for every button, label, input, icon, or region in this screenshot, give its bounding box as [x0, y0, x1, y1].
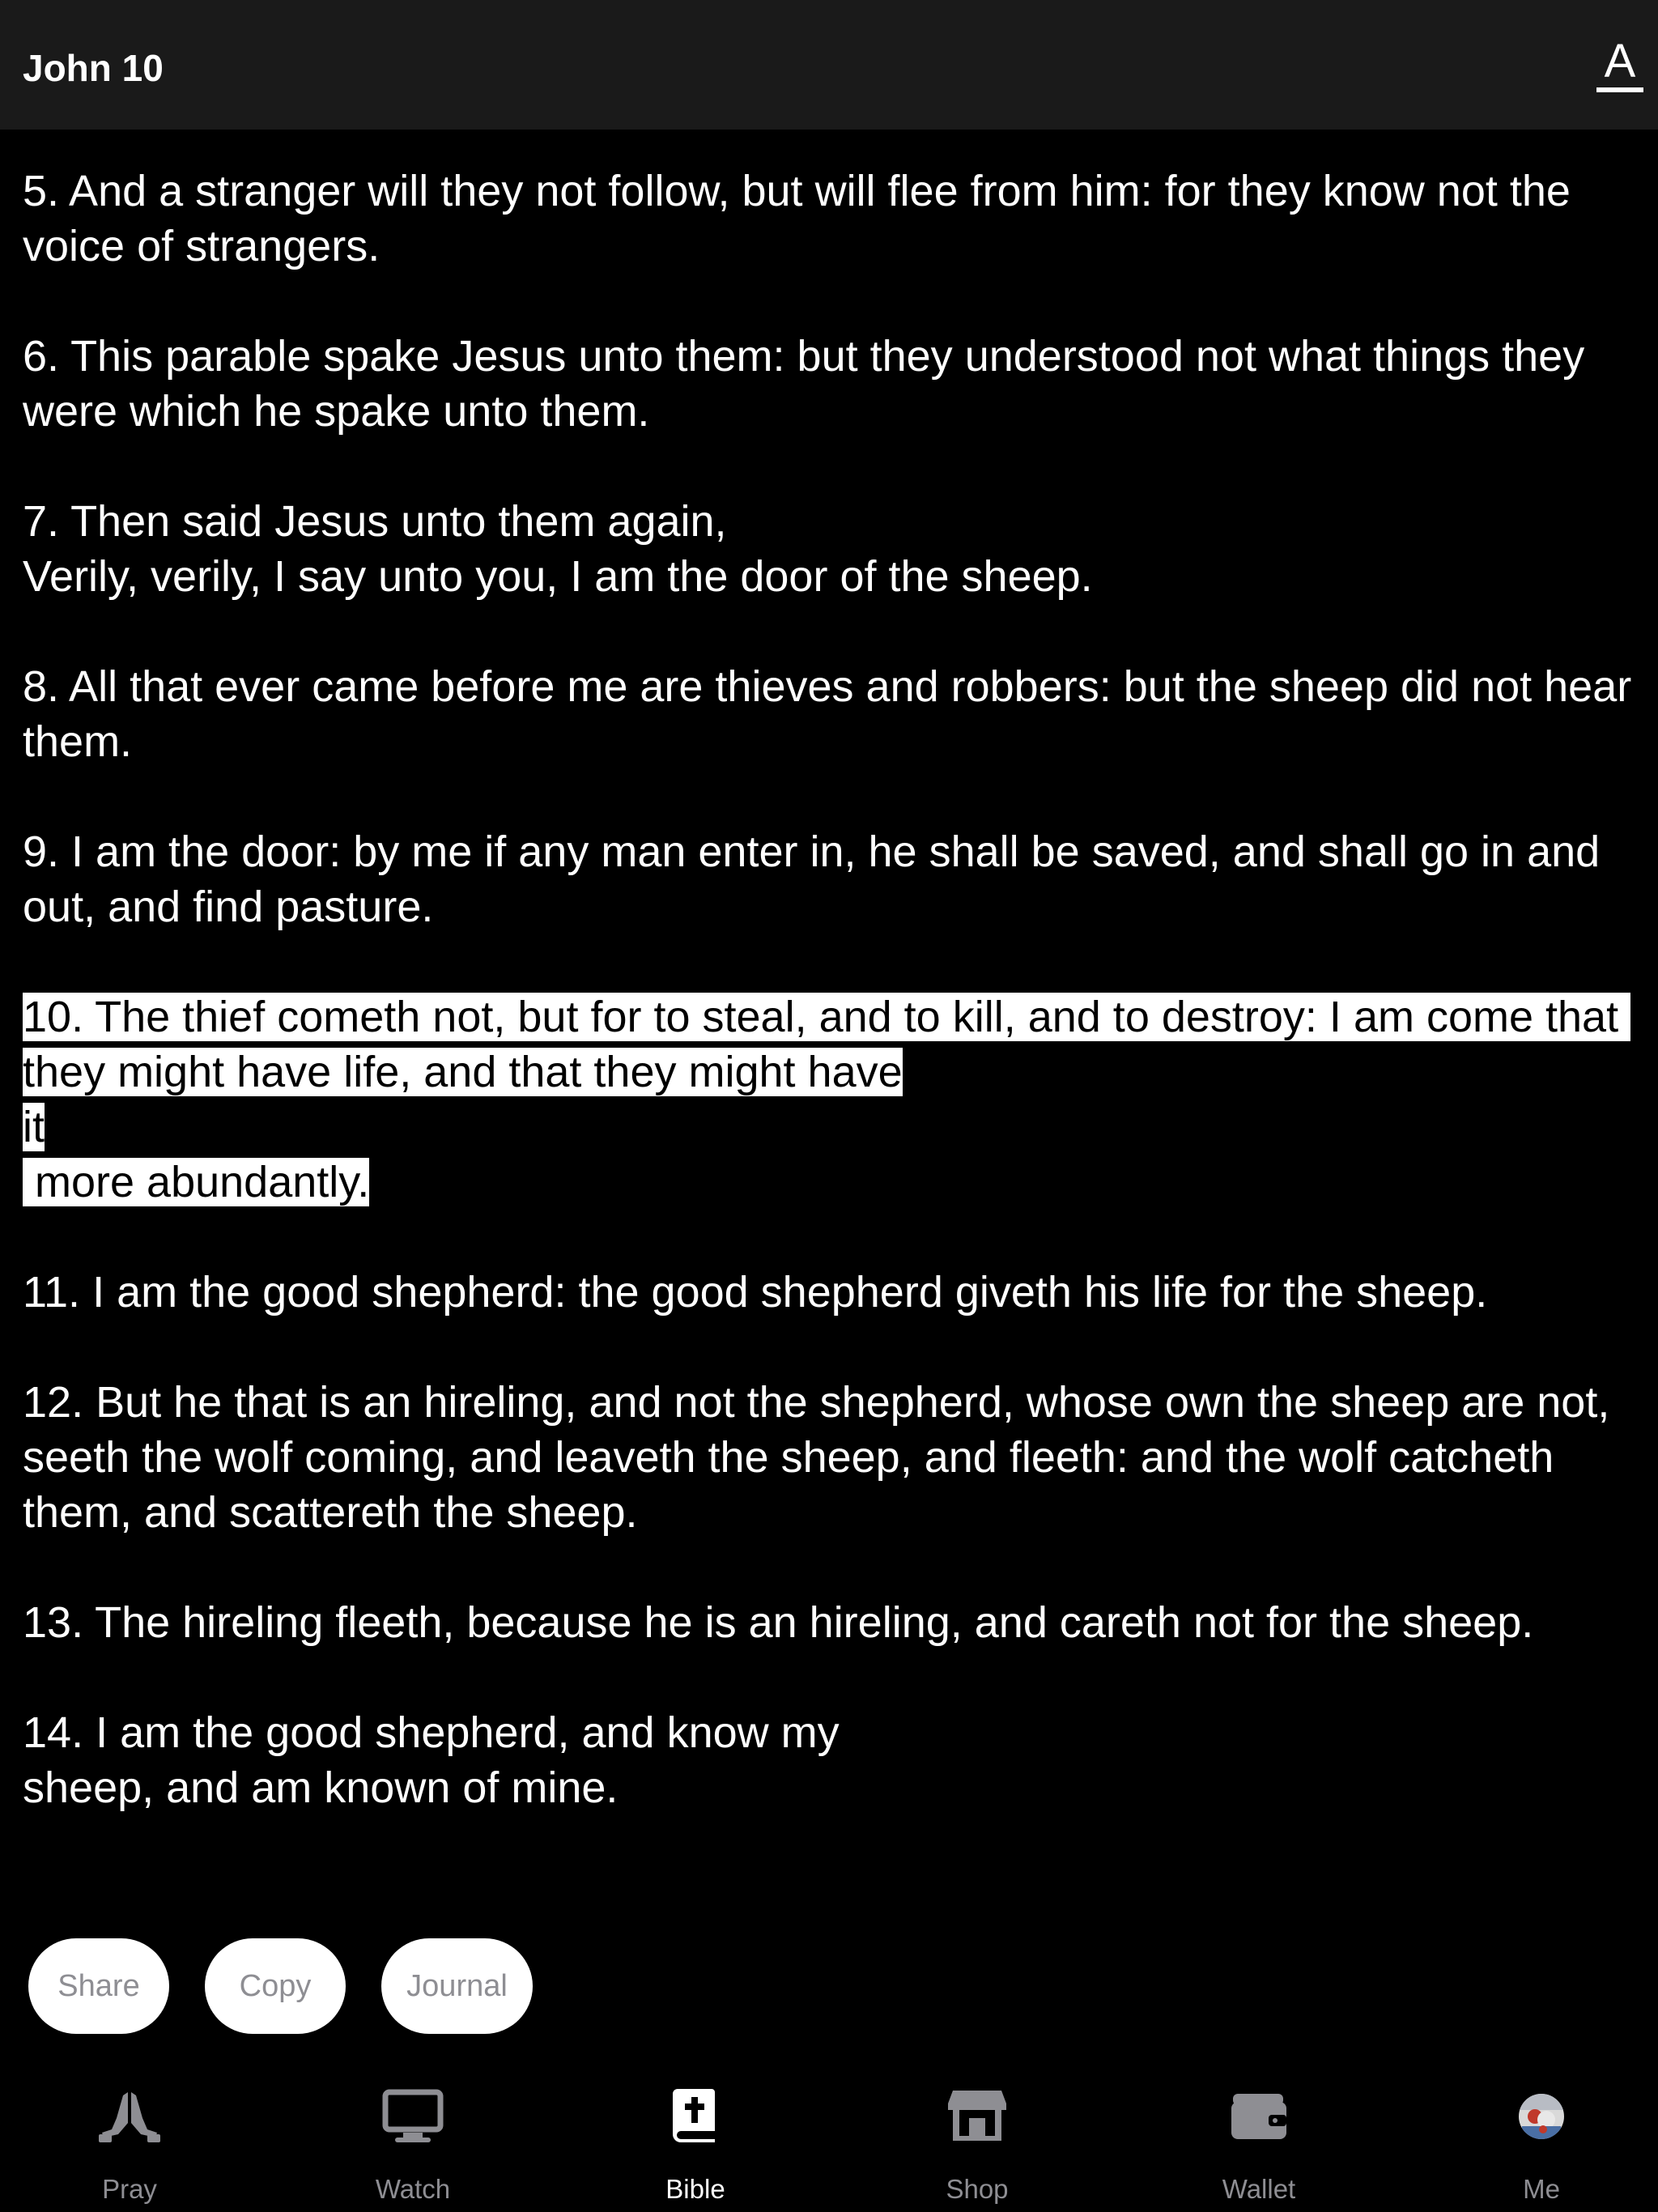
verse-10-part-3: more abundantly.: [23, 1158, 370, 1206]
tab-bible[interactable]: [614, 2063, 776, 2212]
wallet-icon: [1228, 2087, 1290, 2144]
verse-8[interactable]: 8. All that ever came before me are thieves and robbers: but the sheep did not hear them.: [23, 662, 1644, 766]
verse-14[interactable]: [23, 1705, 1658, 1815]
tab-watch[interactable]: [332, 2063, 494, 2212]
verse-9[interactable]: 9. I am the door: by me if any man enter in, he shall be saved, and shall go in and out, and find pasture.: [23, 827, 1613, 931]
font-settings-button[interactable]: [1593, 37, 1647, 97]
font-icon-underline: [1596, 87, 1643, 92]
tab-label: Wallet: [1222, 2174, 1296, 2204]
top-bar: [0, 0, 1658, 130]
praying-hands-icon: [99, 2087, 160, 2144]
tab-me[interactable]: [1460, 2063, 1622, 2212]
verse-7-line-1: 7. Then said Jesus unto them again,: [23, 497, 727, 546]
verse-7-line-2: Verily, verily, I say unto you, I am the door of the sheep.: [23, 552, 1093, 601]
verse-7[interactable]: [23, 494, 1658, 604]
tab-wallet[interactable]: [1178, 2063, 1340, 2212]
tab-label: Pray: [102, 2174, 157, 2204]
verse-6[interactable]: 6. This parable spake Jesus unto them: but they understood not what things they were which he spake unto them.: [23, 332, 1597, 436]
tab-pray[interactable]: [49, 2063, 210, 2212]
verse-14-line-1: 14. I am the good shepherd, and know my: [23, 1708, 840, 1757]
journal-button[interactable]: Journal: [381, 1938, 533, 2034]
avatar: [1511, 2087, 1572, 2144]
scripture-view[interactable]: [0, 130, 1658, 1896]
verse-12[interactable]: 12. But he that is an hireling, and not the shepherd, whose own the sheep are not, seeth the wolf coming, and leaveth the sheep, and fleeth: and the wolf catcheth them, and scattereth the sheep.: [23, 1378, 1622, 1537]
verse-13[interactable]: 13. The hireling fleeth, because he is an hireling, and careth not for the sheep.: [23, 1598, 1534, 1647]
verse-5[interactable]: 5. And a stranger will they not follow, but will flee from him: for they know not the voice of strangers.: [23, 167, 1583, 270]
verse-10-selected[interactable]: [23, 989, 1658, 1210]
tab-label: Watch: [375, 2174, 451, 2204]
font-size-icon: A: [1604, 35, 1636, 87]
store-icon: [946, 2087, 1008, 2144]
share-button[interactable]: Share: [28, 1938, 169, 2034]
monitor-icon: [382, 2087, 444, 2144]
tab-label: Me: [1523, 2174, 1560, 2204]
verse-10-part-2: it: [23, 1103, 45, 1151]
tab-label: Shop: [946, 2174, 1009, 2204]
tab-label: Bible: [665, 2174, 725, 2204]
chapter-title[interactable]: John 10: [23, 47, 164, 89]
verse-14-line-2: sheep, and am known of mine.: [23, 1763, 619, 1812]
scripture-scroll: [23, 130, 1658, 1870]
verse-11[interactable]: 11. I am the good shepherd: the good shepherd giveth his life for the sheep.: [23, 1268, 1488, 1317]
copy-button[interactable]: Copy: [205, 1938, 346, 2034]
verse-10-part-1: 10. The thief cometh not, but for to steal, and to kill, and to destroy: I am come that they might have life, and that they might have: [23, 993, 1631, 1096]
tab-bar: [0, 2063, 1658, 2212]
tab-shop[interactable]: [896, 2063, 1058, 2212]
bible-icon: [665, 2087, 726, 2144]
